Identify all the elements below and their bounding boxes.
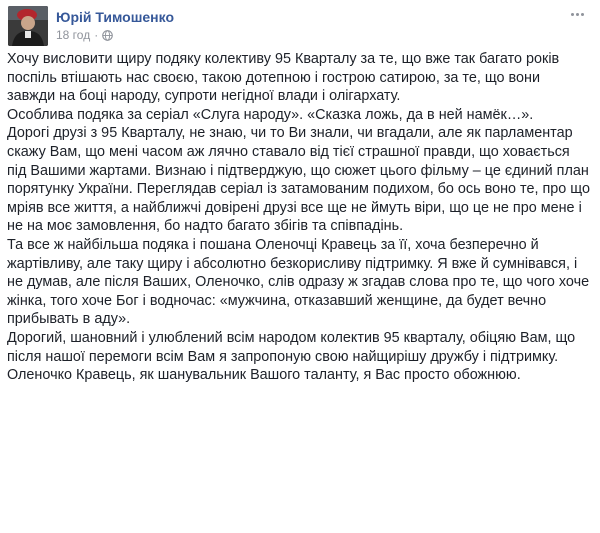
- post-timestamp[interactable]: 18 год: [56, 28, 91, 42]
- post-paragraph-2: Особлива подяка за серіал «Слуга народу». «Сказка ложь, да в ней намёк…».: [7, 106, 534, 123]
- globe-icon: [102, 30, 113, 41]
- post-paragraph-1: Хочу висловити щиру подяку колективу 95 Кварталу за те, що вже так багато років поспіль втішають нас своєю, такою дотепною і гострою сатирою, за те, що вони завжди на боці народу, супроти негідної влади і олігархату.: [7, 51, 560, 105]
- post-header: [8, 6, 592, 46]
- post-paragraph-5: Дорогий, шановний і улюблений всім народом колектив 95 кварталу, обіцяю Вам, що після нашої перемоги всім Вам я запропоную свою найщирішу дружбу і підтримку. Оленочко Кравець, як шанувальник Вашого таланту, я Вас просто обожнюю.: [7, 329, 576, 384]
- post-body: [7, 50, 591, 385]
- post-author-name[interactable]: Юрій Тимошенко: [56, 9, 175, 25]
- meta-separator: ·: [94, 28, 99, 42]
- post-meta: [56, 28, 113, 42]
- profile-avatar[interactable]: [8, 6, 48, 46]
- post-paragraph-4: Та все ж найбільша подяка і пошана Оленочці Кравець за її, хоча безперечно й жартівливу, але таку щиру і абсолютно безкорисливу підтримку. Я вже й сумнівався, і не думав, але після Ваших, Оленочко, слів одразу ж згадав слова про те, що чого хоче жінка, того хоче Бог і водночас: «мужчина, отказавший женщине, да будет вечно прибывать в аду».: [7, 236, 590, 328]
- more-options-icon[interactable]: [566, 6, 588, 22]
- post-paragraph-3: Дорогі друзі з 95 Кварталу, не знаю, чи то Ви знали, чи вгадали, але як парламентар скажу Вам, що мені часом аж лячно ставало від тієї страшної правди, що ховається під Вашими жартами. Визнаю і підтверджую, що сюжет цього фільму – це єдиний план порятунку України. Переглядав серіал із затамованим подихом, бо ось воно те, про що мріяв все життя, а найближчі довірені друзі все ще не ймуть віри, що це не про мене і не на моє замовлення, бо надто багато збігів та співпадінь.: [7, 125, 590, 235]
- avatar-image: [8, 6, 48, 46]
